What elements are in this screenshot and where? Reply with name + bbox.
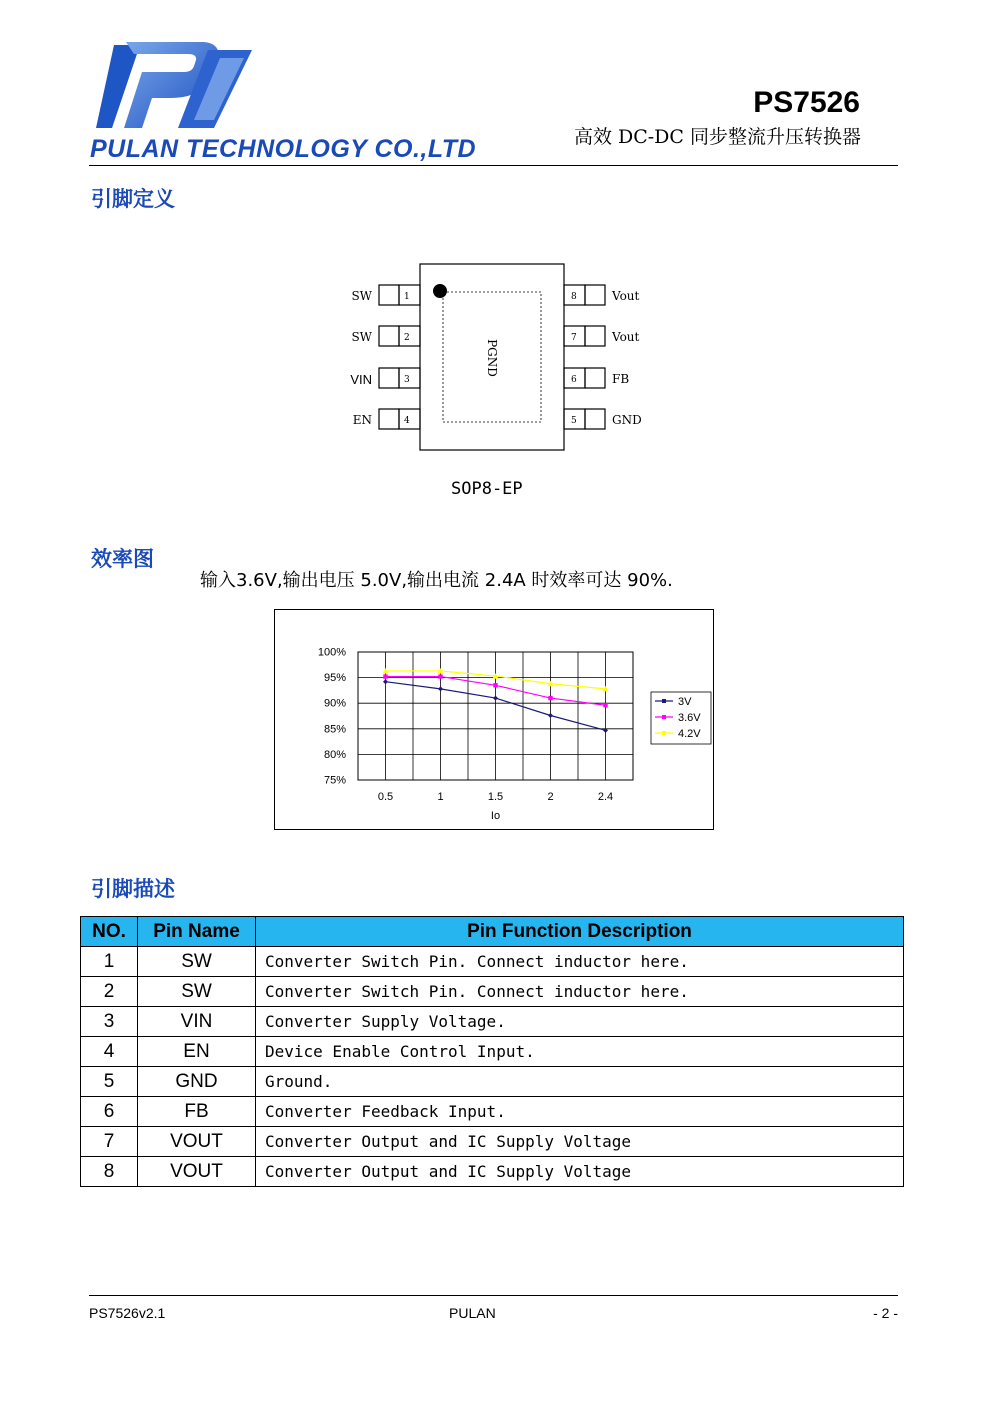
pin-number: 4 bbox=[404, 416, 410, 426]
y-tick-label: 85% bbox=[323, 723, 346, 736]
right-pin-7 bbox=[564, 326, 640, 346]
legend-marker bbox=[662, 699, 666, 703]
pin-name-cell: VIN bbox=[138, 1007, 256, 1037]
data-point bbox=[548, 696, 552, 700]
pin-number: 5 bbox=[571, 416, 577, 426]
pin-description-table bbox=[80, 916, 904, 1187]
footer-brand: PULAN bbox=[449, 1305, 496, 1321]
pin-number: 8 bbox=[571, 292, 577, 302]
company-logo bbox=[96, 40, 252, 132]
footer-page-number: - 2 - bbox=[873, 1305, 898, 1321]
pin-number: 6 bbox=[571, 375, 577, 385]
x-tick-label: 0.5 bbox=[377, 791, 394, 803]
pin1-marker-icon bbox=[433, 284, 447, 298]
pgnd-label: PGND bbox=[485, 339, 499, 377]
y-tick-label: 90% bbox=[323, 697, 346, 710]
table-header-row bbox=[81, 917, 904, 947]
column-header-no: NO. bbox=[81, 917, 138, 947]
x-tick-label: 1.5 bbox=[487, 791, 504, 803]
section-title-pin-description: 引脚描述 bbox=[91, 877, 175, 901]
legend-label: 3.6V bbox=[678, 712, 701, 724]
table-row bbox=[81, 1157, 904, 1187]
pin-desc-cell: Converter Output and IC Supply Voltage bbox=[256, 1127, 904, 1157]
pin-no-cell: 3 bbox=[81, 1007, 138, 1037]
x-tick-label: 2 bbox=[547, 791, 554, 803]
x-tick-label: 1 bbox=[437, 791, 444, 803]
efficiency-chart-svg bbox=[275, 610, 712, 828]
pin-name-cell: VOUT bbox=[138, 1157, 256, 1187]
table-row bbox=[81, 1067, 904, 1097]
header-divider bbox=[89, 165, 898, 166]
pin-desc-cell: Ground. bbox=[256, 1067, 904, 1097]
y-tick-label: 100% bbox=[317, 646, 346, 659]
part-number: PS7526 bbox=[753, 86, 860, 119]
left-pin-2 bbox=[351, 326, 420, 346]
column-header-pin-name: Pin Name bbox=[138, 917, 256, 947]
right-pin-5 bbox=[564, 409, 642, 429]
pin-no-cell: 8 bbox=[81, 1157, 138, 1187]
pin-no-cell: 7 bbox=[81, 1127, 138, 1157]
column-header-description: Pin Function Description bbox=[256, 917, 904, 947]
pin-name: Vout bbox=[612, 289, 640, 303]
pin-no-cell: 4 bbox=[81, 1037, 138, 1067]
pin-name: VIN bbox=[350, 372, 372, 387]
y-tick-label: 75% bbox=[323, 774, 346, 787]
data-point bbox=[603, 703, 607, 707]
efficiency-description: 输入3.6V,输出电压 5.0V,输出电流 2.4A 时效率可达 90%. bbox=[200, 570, 673, 591]
pin-number: 1 bbox=[404, 292, 410, 302]
table-row bbox=[81, 977, 904, 1007]
pin-name-cell: SW bbox=[138, 977, 256, 1007]
section-title-pin-definition: 引脚定义 bbox=[91, 187, 175, 211]
pin-no-cell: 2 bbox=[81, 977, 138, 1007]
right-pin-8 bbox=[564, 285, 640, 305]
pin-desc-cell: Converter Switch Pin. Connect inductor here. bbox=[256, 977, 904, 1007]
pin-name: EN bbox=[352, 413, 372, 427]
pin-name-cell: FB bbox=[138, 1097, 256, 1127]
pin-desc-cell: Converter Switch Pin. Connect inductor here. bbox=[256, 947, 904, 977]
table-row bbox=[81, 1037, 904, 1067]
pin-name: Vout bbox=[612, 330, 640, 344]
x-tick-label: 2.4 bbox=[597, 791, 614, 803]
y-tick-label: 95% bbox=[323, 672, 346, 685]
legend-marker bbox=[662, 715, 666, 719]
pin-name: FB bbox=[612, 372, 630, 386]
company-name: PULAN TECHNOLOGY CO.,LTD bbox=[90, 135, 477, 163]
pin-no-cell: 1 bbox=[81, 947, 138, 977]
footer-divider bbox=[89, 1295, 898, 1296]
table-row bbox=[81, 1127, 904, 1157]
section-title-efficiency: 效率图 bbox=[91, 547, 154, 571]
pin-desc-cell: Device Enable Control Input. bbox=[256, 1037, 904, 1067]
left-pin-4 bbox=[353, 409, 420, 429]
table-row bbox=[81, 1097, 904, 1127]
y-tick-label: 80% bbox=[323, 748, 346, 761]
pin-desc-cell: Converter Output and IC Supply Voltage bbox=[256, 1157, 904, 1187]
pin-number: 2 bbox=[404, 333, 410, 343]
left-pin-3 bbox=[350, 368, 420, 388]
data-point bbox=[438, 674, 442, 678]
package-caption: SOP8-EP bbox=[451, 479, 523, 499]
pin-desc-cell: Converter Feedback Input. bbox=[256, 1097, 904, 1127]
package-diagram bbox=[330, 255, 670, 465]
legend-label: 4.2V bbox=[678, 728, 701, 740]
efficiency-chart bbox=[274, 609, 714, 830]
pin-no-cell: 6 bbox=[81, 1097, 138, 1127]
pin-name-cell: GND bbox=[138, 1067, 256, 1097]
pin-name: SW bbox=[351, 289, 372, 303]
legend-label: 3V bbox=[678, 696, 692, 708]
pin-name-cell: VOUT bbox=[138, 1127, 256, 1157]
data-point bbox=[383, 674, 387, 678]
pin-number: 7 bbox=[571, 333, 577, 343]
pin-name: SW bbox=[351, 330, 372, 344]
left-pin-1 bbox=[351, 285, 420, 305]
footer-version: PS7526v2.1 bbox=[89, 1305, 166, 1321]
pin-no-cell: 5 bbox=[81, 1067, 138, 1097]
legend-marker bbox=[662, 731, 666, 735]
pin-number: 3 bbox=[404, 375, 410, 385]
pin-name-cell: EN bbox=[138, 1037, 256, 1067]
pin-name-cell: SW bbox=[138, 947, 256, 977]
data-point bbox=[493, 683, 497, 687]
pin-desc-cell: Converter Supply Voltage. bbox=[256, 1007, 904, 1037]
part-subtitle: 高效 DC-DC 同步整流升压转换器 bbox=[573, 126, 861, 148]
x-axis-label: Io bbox=[490, 810, 501, 822]
table-row bbox=[81, 947, 904, 977]
pin-name: GND bbox=[612, 413, 642, 427]
table-row bbox=[81, 1007, 904, 1037]
right-pin-6 bbox=[564, 368, 629, 388]
